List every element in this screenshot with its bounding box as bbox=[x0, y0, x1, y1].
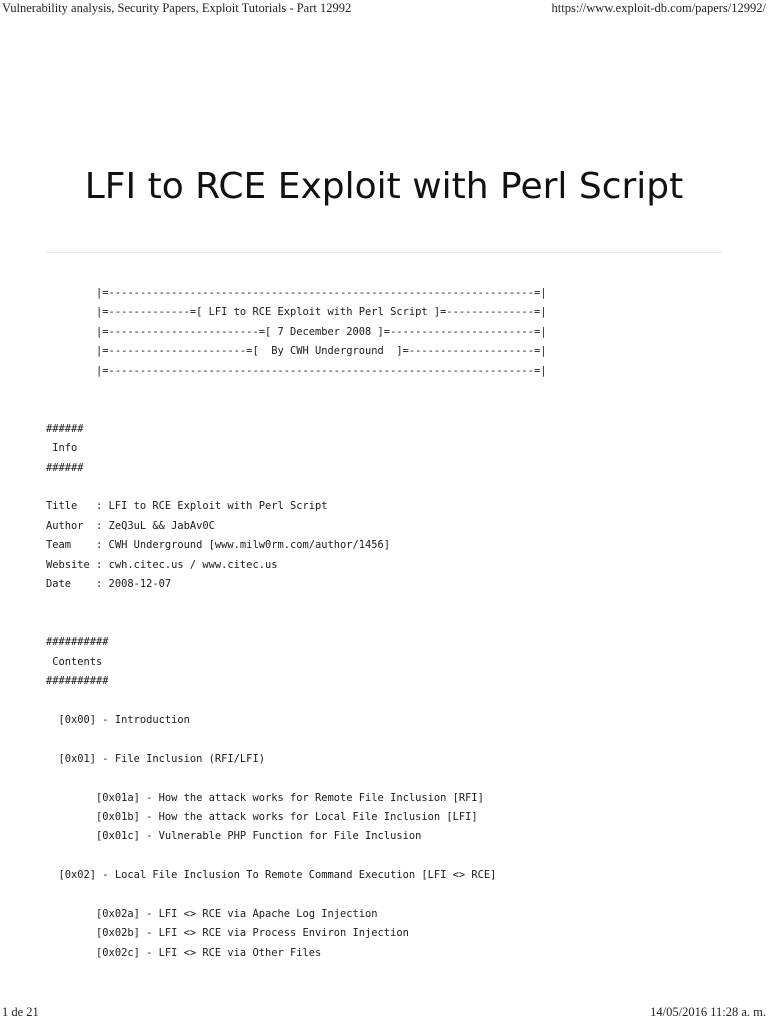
print-header bbox=[0, 0, 768, 20]
print-url[interactable]: https://www.exploit-db.com/papers/12992/ bbox=[551, 1, 766, 15]
page-counter: 1 de 21 bbox=[2, 1005, 39, 1019]
print-timestamp: 14/05/2016 11:28 a. m. bbox=[650, 1005, 766, 1019]
paper-body-text: |=--------------------------------------------------------------------=| |=-------------=[ LFI to RCE Exploit with Perl Script ]=--------------=| |=------------------------=[ 7 December 2008 ]=-----------------------=| |=----------------------=[ By CWH Underground ]=--------------------=| |=--------------------------------------------------------------------=| ###### Info ###### Title : LFI to RCE Exploit with Perl Script Author : ZeQ3uL && JabAv0C Team : CWH Underground [www.milw0rm.com/author/1456] Website : cwh.citec.us / www.citec.us Date : 2008-12-07 ########## Contents ########## [0x00] - Introduction [0x01] - File Inclusion (RFI/LFI) [0x01a] - How the attack works for Remote File Inclusion [RFI] [0x01b] - How the attack works for Local File Inclusion [LFI] [0x01c] - Vulnerable PHP Function for File Inclusion [0x02] - Local File Inclusion To Remote Command Execution [LFI <> RCE] [0x02a] - LFI <> RCE via Apache Log Injection [0x02b] - LFI <> RCE via Process Environ Injection [0x02c] - LFI <> RCE via Other Files bbox=[46, 287, 547, 959]
print-footer bbox=[0, 1002, 768, 1024]
title-divider bbox=[46, 252, 722, 253]
print-document-title: Vulnerability analysis, Security Papers, Exploit Tutorials - Part 12992 bbox=[2, 1, 352, 15]
page-title: LFI to RCE Exploit with Perl Script bbox=[84, 166, 684, 207]
